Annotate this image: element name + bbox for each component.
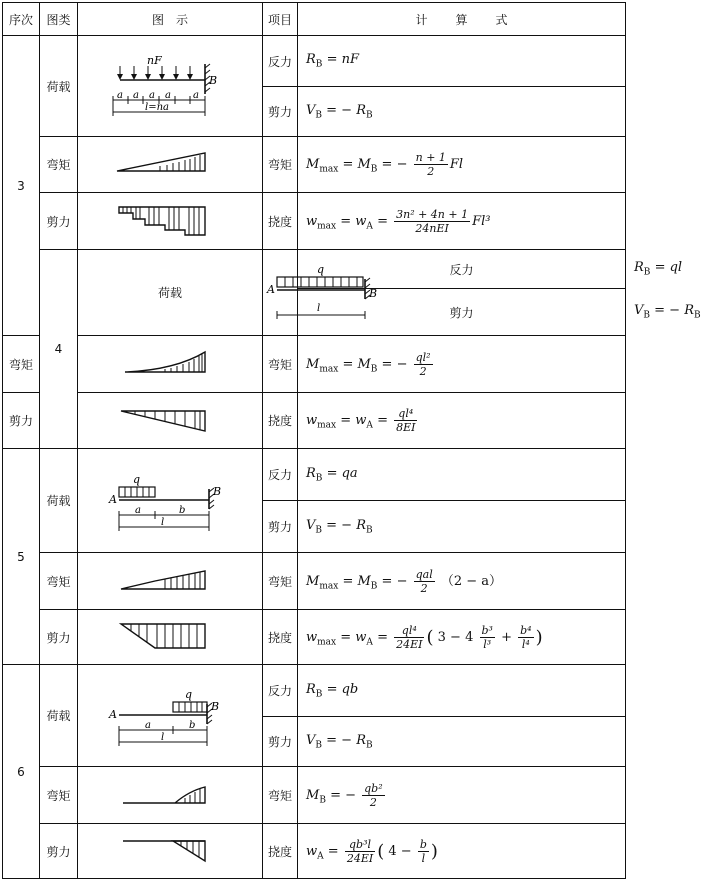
case-5-load-cat: 荷载	[40, 449, 78, 553]
case-4-shear-svg	[105, 403, 235, 439]
header-row	[3, 3, 626, 36]
case-3-deflection-item: 挠度	[263, 193, 298, 250]
case-5-reaction-item: 反力	[263, 449, 298, 501]
case-3-span: l=na	[145, 102, 169, 113]
case-3-shear-formula: $V_B$ = − $R_B$	[298, 87, 626, 137]
case-6-row-3	[3, 767, 626, 824]
case-3-moment-frac: $\frac{n + 1}{2}$	[415, 151, 446, 178]
case-4-seq: 4	[40, 250, 78, 449]
case-6-row-1	[3, 665, 626, 717]
case-4-shear-item: 剪力	[298, 289, 626, 336]
case-5-row-3	[3, 553, 626, 610]
case-5-seg-a: a	[135, 504, 141, 516]
case-3-deflection-frac: $\frac{\text{3n² + 4n + 1}}{\text{24nEI}}$	[396, 207, 469, 235]
case-6-deflection-formula: $w_A$ = $\frac{\text{qb³l}}{24EI}$ ( 4 − $\frac{b}{l}$ )	[298, 824, 626, 879]
case-3-moment-formula: $M_{max} = M_B$ = − $\frac{n + 1}{2}$ Fl	[298, 137, 626, 193]
case-4-shear-cat: 剪力	[3, 393, 40, 449]
case-6-moment-formula: $M_B$ = − $\frac{\text{qb²}}{2}$	[298, 767, 626, 824]
case-5-seq: 5	[3, 449, 40, 665]
case-3-moment-item: 弯矩	[263, 137, 298, 193]
case-6-seg-a: a	[145, 719, 151, 731]
case-3-row-4	[3, 193, 626, 250]
header-calc: 计算式	[298, 3, 626, 36]
case-4-shear-diagram	[78, 393, 263, 449]
case-3-reaction-item: 反力	[263, 36, 298, 87]
header-item: 项目	[263, 3, 298, 36]
case-3-row-1	[3, 36, 626, 87]
header-diagram: 图 示	[78, 3, 263, 36]
case-3-seg-5: a	[193, 90, 199, 101]
case-6-end-a: A	[109, 707, 117, 721]
case-4-reaction-item: 反力	[298, 250, 626, 289]
case-5-reaction-formula: $R_B$ = qa	[298, 449, 626, 501]
case-3-moment-cat: 弯矩	[40, 137, 78, 193]
beam-formula-table	[2, 2, 701, 879]
case-4-end-a: A	[267, 282, 275, 296]
case-5-moment-item: 弯矩	[263, 553, 298, 610]
case-3-reaction-formula: $R_B$ = nF	[298, 36, 626, 87]
case-4-row-1: 4 荷载 q A B l 反力 $R_B$ = ql	[3, 250, 626, 289]
case-6-shear-item: 剪力	[263, 717, 298, 767]
case-4-load-cat: 荷载	[78, 250, 263, 336]
case-6-deflection-frac-bl: $\frac{b}{l}$	[419, 837, 427, 865]
case-3-load-svg	[105, 46, 235, 126]
case-4-q-label: q	[317, 262, 325, 276]
case-6-shear-formula: $V_B$ = − $R_B$	[298, 717, 626, 767]
case-6-deflection-frac: $\frac{\text{qb³l}}{24EI}$	[346, 837, 374, 865]
case-3-shear-item: 剪力	[263, 87, 298, 137]
case-5-moment-cat: 弯矩	[40, 553, 78, 610]
case-5-row-4	[3, 610, 626, 665]
case-5-row-1	[3, 449, 626, 501]
case-5-q-label: q	[133, 472, 141, 486]
case-6-span: l	[161, 731, 165, 743]
case-6-moment-item: 弯矩	[263, 767, 298, 824]
case-5-moment-diagram	[78, 553, 263, 610]
case-6-load-svg	[105, 676, 235, 756]
case-6-shear-diagram	[78, 824, 263, 879]
case-3-load-cat: 荷载	[40, 36, 78, 137]
case-4-moment-formula: $M_{max} = M_B$ = − $\frac{\text{ql²}}{2}$	[298, 336, 626, 393]
case-5-shear-formula: $V_B$ = − $R_B$	[298, 501, 626, 553]
case-4-moment-cat: 弯矩	[3, 336, 40, 393]
case-3-seg-3: a	[149, 90, 155, 101]
case-6-load-diagram	[78, 665, 263, 767]
case-3-moment-diagram	[78, 137, 263, 193]
case-4-deflection-formula: $w_{max} = w_A$ = $\frac{\text{ql⁴}}{8EI}$	[298, 393, 626, 449]
case-3-shear-diagram	[78, 193, 263, 250]
case-3-shear-cat: 剪力	[40, 193, 78, 250]
case-6-q-label: q	[185, 687, 193, 701]
case-6-seg-b: b	[189, 719, 196, 731]
case-4-deflection-item: 挠度	[263, 393, 298, 449]
case-3-seg-4: a	[165, 90, 171, 101]
case-3-end-b: B	[209, 74, 218, 87]
case-4-row-2: 剪力 $V_B$ = − $R_B$	[3, 289, 626, 336]
case-3-seq: 3	[3, 36, 40, 336]
case-5-shear-svg	[105, 618, 235, 656]
case-5-shear-item: 剪力	[263, 501, 298, 553]
case-5-moment-frac: $\frac{\text{qal}}{2}$	[415, 567, 433, 595]
case-5-shear-cat: 剪力	[40, 610, 78, 665]
case-6-moment-cat: 弯矩	[40, 767, 78, 824]
case-5-moment-svg	[105, 563, 235, 599]
case-6-moment-frac: $\frac{\text{qb²}}{2}$	[364, 781, 383, 809]
case-4-end-b: B	[369, 286, 378, 300]
case-6-seq: 6	[3, 665, 40, 879]
case-6-load-cat: 荷载	[40, 665, 78, 767]
case-6-row-4	[3, 824, 626, 879]
case-5-end-a: A	[109, 492, 117, 506]
case-3-shear-svg	[105, 201, 235, 241]
case-6-moment-svg	[105, 777, 235, 813]
case-6-shear-svg	[105, 833, 235, 869]
case-5-deflection-frac: $\frac{\text{ql⁴}}{24EI}$	[396, 623, 423, 651]
case-3-deflection-formula: $w_{max} = w_A$ = $\frac{\text{3n² + 4n + 1}}{\text{24nEI}}$ Fl³	[298, 193, 626, 250]
case-3-moment-svg	[105, 147, 235, 183]
header-category: 图类	[40, 3, 78, 36]
case-3-force-label: nF	[147, 54, 162, 67]
case-5-load-svg	[105, 461, 235, 541]
case-5-seg-b: b	[179, 504, 186, 516]
case-6-shear-cat: 剪力	[40, 824, 78, 879]
case-4-moment-diagram	[78, 336, 263, 393]
case-3-row-3	[3, 137, 626, 193]
case-5-moment-formula: $M_{max} = M_B$ = − $\frac{\text{qal}}{2}$ （2 − a）	[298, 553, 626, 610]
case-4-moment-svg	[105, 346, 235, 382]
case-5-load-diagram	[78, 449, 263, 553]
case-5-span: l	[161, 516, 165, 528]
case-3-seg-2: a	[133, 90, 139, 101]
header-seq: 序次	[3, 3, 40, 36]
case-5-deflection-frac-b4: $\frac{\text{b⁴}}{\text{l⁴}}$	[520, 623, 532, 651]
case-6-end-b: B	[211, 699, 220, 713]
case-5-end-b: B	[213, 484, 222, 498]
case-4-moment-item: 弯矩	[263, 336, 298, 393]
case-6-reaction-item: 反力	[263, 665, 298, 717]
case-3-load-diagram	[78, 36, 263, 137]
case-6-reaction-formula: $R_B$ = qb	[298, 665, 626, 717]
case-4-span: l	[317, 302, 321, 314]
case-4-load-diagram	[263, 250, 378, 336]
case-4-row-4	[3, 393, 626, 449]
case-5-shear-diagram	[78, 610, 263, 665]
case-4-moment-frac: $\frac{\text{ql²}}{2}$	[415, 350, 431, 378]
case-4-deflection-frac: $\frac{\text{ql⁴}}{8EI}$	[396, 407, 416, 434]
case-5-deflection-frac-b3: $\frac{\text{b³}}{\text{l³}}$	[481, 623, 493, 651]
case-6-moment-diagram	[78, 767, 263, 824]
case-5-deflection-item: 挠度	[263, 610, 298, 665]
case-4-row-3	[3, 336, 626, 393]
case-6-deflection-item: 挠度	[263, 824, 298, 879]
case-5-deflection-formula: $w_{max} = w_A$ = $\frac{\text{ql⁴}}{24EI}$ ( 3 − 4 $\frac{\text{b³}}{\text{l³}}$ + $\frac{\text{b⁴}}{\text{l⁴}}$ )	[298, 610, 626, 665]
case-3-seg-1: a	[117, 90, 123, 101]
